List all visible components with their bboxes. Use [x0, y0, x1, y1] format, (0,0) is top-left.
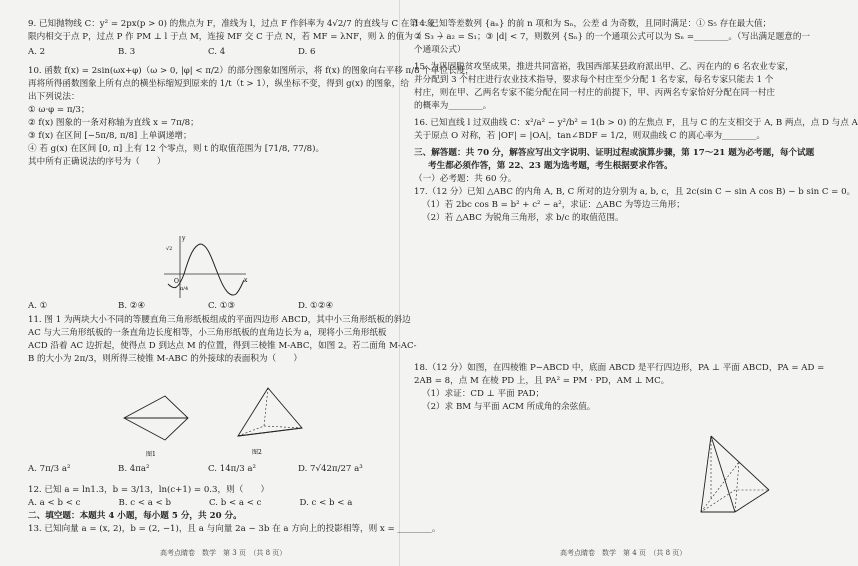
- pyramid-base-edge-2: [735, 490, 769, 512]
- q10-option-b: B. ②④: [118, 301, 146, 311]
- q9-option-d: D. 6: [298, 47, 316, 57]
- q10-statement-3: ③ f(x) 在区间 [−5π/8, π/8] 上单调递增；: [28, 131, 192, 141]
- q18-line1: 18.（12 分）如图，在四棱锥 P−ABCD 中，底面 ABCD 是平行四边形，PA ⊥ 平面 ABCD，PA = AD =: [414, 363, 825, 373]
- q10-statement-2: ② f(x) 图象的一条对称轴为直线 x = 7π/8；: [28, 118, 199, 128]
- q14-line2: ② S₃ − a₂ = S₁；③ |d| < 7，则数列 {Sₙ} 的一个通项公式可以为 Sₙ =________。（写出满足题意的一: [414, 32, 811, 42]
- q9-options: [28, 46, 388, 59]
- q11-options: [28, 463, 388, 476]
- fig2-base-edge: [238, 428, 302, 436]
- q12-option-a: A. a < b < c: [28, 498, 81, 508]
- q10-line4: 其中所有正确说法的序号为（ ）: [28, 157, 166, 167]
- q12-option-b: B. c < a < b: [118, 498, 172, 508]
- q16-line2: 关于原点 O 对称，若 |OF| = |OA|，tan∠BDF = 1/2，则双曲线 C 的离心率为________。: [414, 131, 766, 141]
- graph-origin-label: O: [174, 278, 179, 285]
- q10-statement-4: ④ 若 g(x) 在区间 [0, π] 上有 12 个零点，则 t 的取值范围为 [71/8, 77/8)。: [28, 144, 325, 154]
- question-14: [414, 18, 811, 57]
- q11-option-d: D. 7√42π/27 a³: [298, 464, 363, 474]
- section-2-heading: 二、填空题：本题共 4 小题，每小题 5 分，共 20 分。: [28, 511, 242, 521]
- q17-part1: （1）若 2bc cos B = b² + c² − a²，求证：△ABC 为等边三角形；: [422, 200, 685, 210]
- q12-line1: 12. 已知 a = ln1.3，b = 3/13，ln(c+1) = 0.3，则（ ）: [28, 485, 270, 495]
- fig2-caption: 图2: [252, 449, 262, 456]
- question-18: [414, 362, 825, 414]
- q11-line1: 11. 图 1 为两块大小不同的等腰直角三角形纸板组成的平面四边形 ABCD，其中小三角形纸板的斜边: [28, 315, 411, 325]
- q14-line3: 个通项公式）: [414, 45, 466, 55]
- q10-options: [28, 300, 388, 313]
- fig2-hidden-edge-3: [264, 426, 302, 428]
- question-13: 13. 已知向量 a = (x, 2)，b = (2, −1)，且 a 与向量 2a − 3b 在 a 方向上的投影相等，则 x = ________。: [28, 524, 441, 534]
- q9-option-b: B. 3: [118, 47, 136, 57]
- graph-tick-pi4: π/4: [180, 286, 189, 292]
- q11-line4: B 的大小为 2π/3，则所得三棱锥 M-ABC 的外接球的表面积为（ ）: [28, 354, 302, 364]
- q12-option-c: C. b < a < c: [209, 498, 262, 508]
- q11-option-c: C. 14π/3 a²: [208, 464, 256, 474]
- q16-line1: 16. 已知直线 l 过双曲线 C：x²/a² − y²/b² = 1(b > 0) 的左焦点 F，且与 C 的左支相交于 A, B 两点，点 D 与点 A: [414, 118, 858, 128]
- page-right: [400, 0, 858, 566]
- graph-y-label: y: [182, 235, 186, 242]
- q10-option-a: A. ①: [28, 301, 48, 311]
- q11-line3: ACD 沿着 AC 边折起，使得点 D 到达点 M 的位置，得到三棱锥 M-ABC，如图 2。若二面角 M-AC-: [28, 341, 417, 351]
- q17-line1: 17.（12 分）已知 △ABC 的内角 A, B, C 所对的边分别为 a, b, c，且 2c(sin C − sin A cos B) − b sin C = 0。: [414, 187, 856, 197]
- q11-line2: AC 与大三角形纸板的一条直角边长度相等，小三角形纸板的直角边长为 a，现将小三角形纸板: [28, 328, 387, 338]
- q10-line3: 出下列说法：: [28, 92, 80, 102]
- question-12: [28, 484, 441, 536]
- q12-option-d: D. c < b < a: [299, 498, 353, 508]
- page-footer-right: 高考点睛卷 数学 第 4 页 （共 8 页）: [560, 549, 687, 557]
- q10-option-d: D. ①②④: [298, 301, 334, 311]
- q15-line1: 15. 为巩固脱贫攻坚成果，推进共同富裕，我国西部某县政府派出甲、乙、丙在内的 6 名农业专家，: [414, 62, 794, 72]
- q18-part2: （2）求 BM 与平面 ACM 所成角的余弦值。: [422, 402, 596, 412]
- section-3-line2: 考生都必须作答，第 22、23 题为选考题，考生根据要求作答。: [428, 161, 673, 171]
- q15-line3: 村庄，则在甲、乙两名专家不能分配在同一村庄的前提下，甲、丙两名专家恰好分配在同一村庄: [414, 88, 775, 98]
- section-3-heading: [414, 147, 815, 173]
- q11-option-b: B. 4πa²: [118, 464, 150, 474]
- q9-option-c: C. 4: [208, 47, 226, 57]
- question-17: [414, 186, 856, 225]
- q9-line2: 限内相交于点 P，过点 P 作 PM ⊥ l 于点 M，连接 MF 交 C 于点 N，若 MF = λNF，则 λ 的值为（ ）: [28, 32, 448, 42]
- required-subheading: （一）必考题：共 60 分。: [414, 174, 517, 184]
- q10-statement-1: ① ω·φ = π/3；: [28, 105, 90, 115]
- question-15: [414, 61, 794, 113]
- q11-figure-1: [110, 378, 200, 458]
- q9-option-a: A. 2: [28, 47, 46, 57]
- q11-figure-2: [222, 378, 312, 458]
- q15-line2: 并分配到 3 个村庄进行农业技术指导，要求每个村庄至少分配 1 名专家，每名专家只能去 1 个: [414, 75, 774, 85]
- q9-line1: 9. 已知抛物线 C：y² = 2px(p > 0) 的焦点为 F，准线为 l，过点 F 作斜率为 4√2/7 的直线与 C 在第一象: [28, 19, 436, 29]
- section-3-line1: 三、解答题：共 70 分，解答应写出文字说明、证明过程或演算步骤，第 17～21 题为必考题，每个试题: [414, 148, 815, 158]
- q11-option-a: A. 7π/3 a²: [28, 464, 71, 474]
- q18-pyramid-figure: [685, 428, 785, 523]
- q18-part1: （1）求证：CD ⊥ 平面 PAD；: [422, 389, 545, 399]
- q14-line1: 14. 已知等差数列 {aₙ} 的前 n 项和为 Sₙ，公差 d 为奇数，且同时满足：① S₅ 存在最大值；: [414, 19, 772, 29]
- question-11: [28, 314, 417, 366]
- q18-line2: 2AB = 8，点 M 在棱 PD 上，且 PA² = PM · PD，AM ⊥ MC。: [414, 376, 670, 386]
- fig1-caption: 图1: [146, 451, 156, 458]
- q15-line4: 的概率为________。: [414, 101, 492, 111]
- q10-sine-graph: [160, 232, 250, 302]
- q17-part2: （2）若 △ABC 为锐角三角形，求 b/c 的取值范围。: [422, 213, 624, 223]
- pyramid-cm: [735, 462, 739, 512]
- pyramid-edge-pb: [701, 436, 711, 512]
- graph-tick-sqrt2: √2: [166, 246, 173, 252]
- q10-line2: 再将所得函数图象上所有点的横坐标缩短到原来的 1/t（t > 1），纵坐标不变，得到 g(x) 的图象，给: [28, 79, 409, 89]
- q12-options: [28, 497, 390, 510]
- page-footer-left: 高考点睛卷 数学 第 3 页 （共 8 页）: [160, 549, 287, 557]
- graph-x-label: x: [244, 277, 248, 284]
- q10-line1: 10. 函数 f(x) = 2sin(ωx+φ)（ω > 0, |φ| < π/2）的部分图象如图所示，将 f(x) 的图象向右平移 π/8 个单位长度，: [28, 66, 474, 76]
- q10-option-c: C. ①③: [208, 301, 236, 311]
- question-16: [414, 117, 858, 143]
